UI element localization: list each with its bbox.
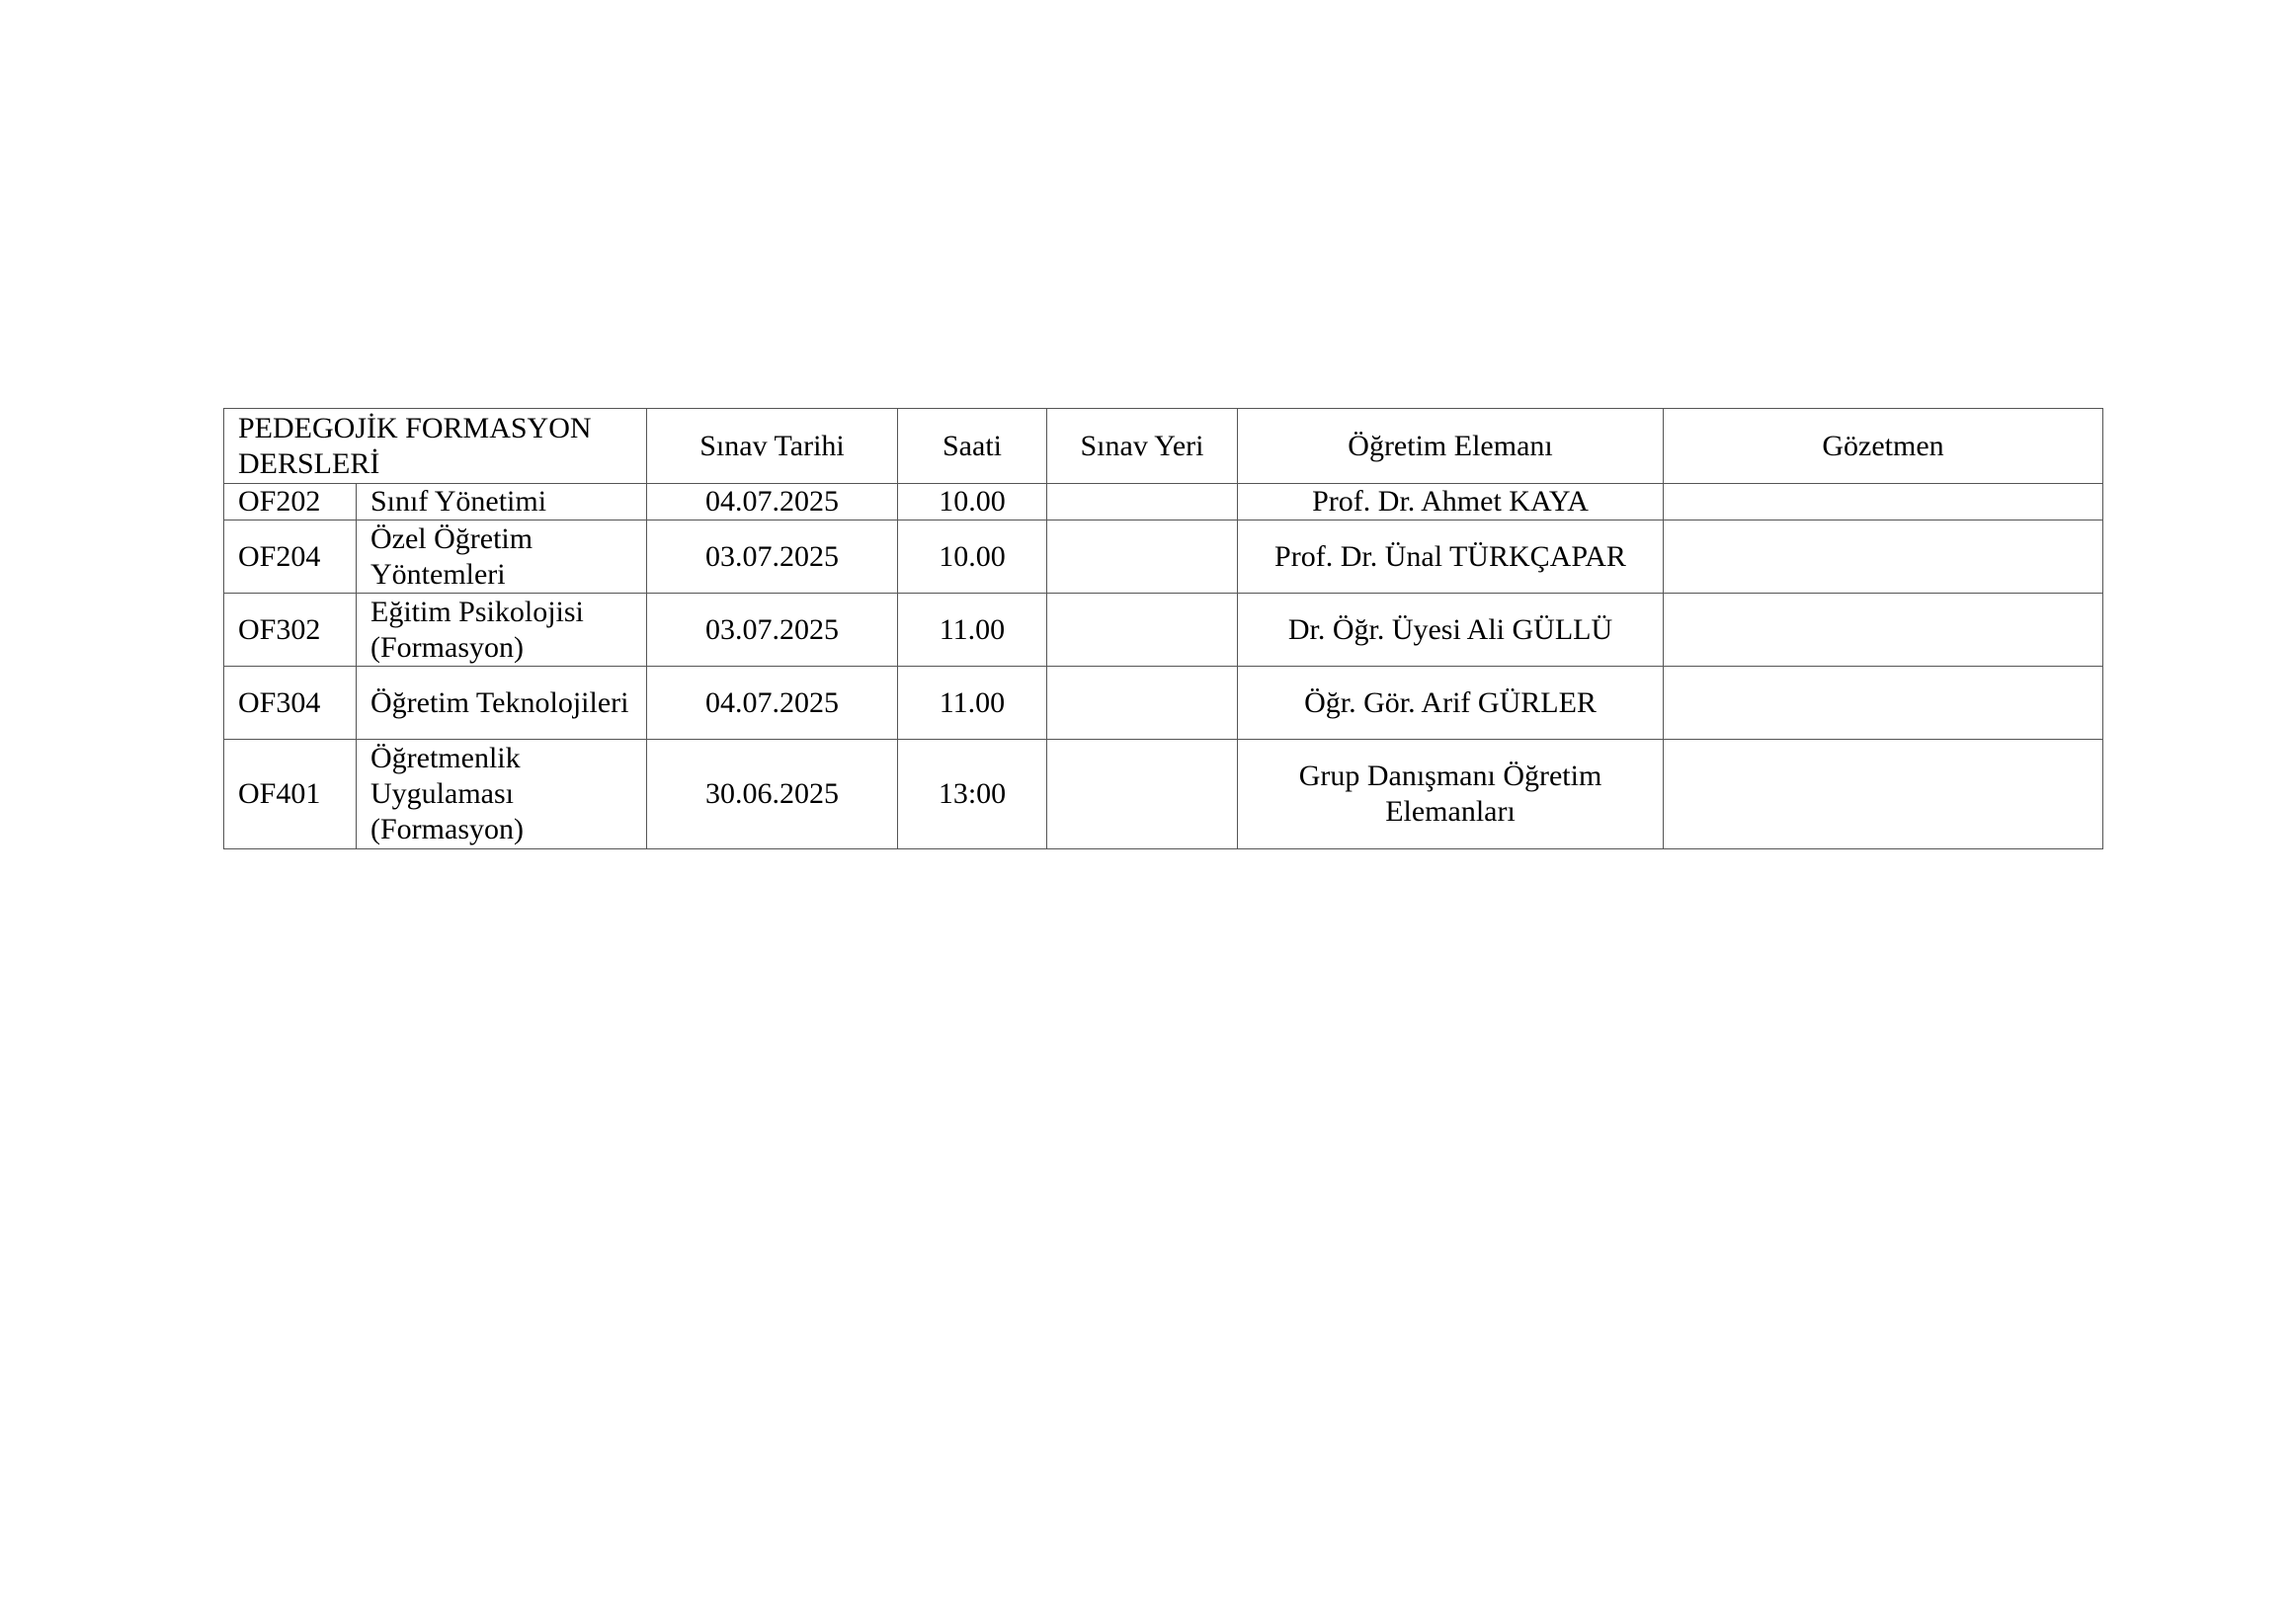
course-code: OF302 bbox=[224, 594, 357, 667]
exam-date: 04.07.2025 bbox=[647, 667, 898, 740]
proctor-name bbox=[1664, 667, 2103, 740]
exam-schedule-table bbox=[223, 408, 2103, 849]
proctor-name bbox=[1664, 740, 2103, 849]
exam-date: 03.07.2025 bbox=[647, 521, 898, 594]
course-name: Öğretim Teknolojileri bbox=[357, 667, 647, 740]
course-name: Eğitim Psikolojisi (Formasyon) bbox=[357, 594, 647, 667]
proctor-name bbox=[1664, 594, 2103, 667]
exam-place bbox=[1047, 740, 1238, 849]
course-name: Öğretmenlik Uygulaması (Formasyon) bbox=[357, 740, 647, 849]
exam-time: 11.00 bbox=[898, 594, 1047, 667]
proctor-name bbox=[1664, 484, 2103, 521]
table-row bbox=[224, 521, 2103, 594]
course-name: Özel Öğretim Yöntemleri bbox=[357, 521, 647, 594]
course-code: OF204 bbox=[224, 521, 357, 594]
exam-date: 30.06.2025 bbox=[647, 740, 898, 849]
exam-time: 10.00 bbox=[898, 521, 1047, 594]
header-section-title: PEDEGOJİK FORMASYON DERSLERİ bbox=[224, 409, 647, 484]
instructor-name: Prof. Dr. Ahmet KAYA bbox=[1238, 484, 1664, 521]
exam-date: 03.07.2025 bbox=[647, 594, 898, 667]
header-proctor: Gözetmen bbox=[1664, 409, 2103, 484]
exam-time: 11.00 bbox=[898, 667, 1047, 740]
table-row bbox=[224, 740, 2103, 849]
instructor-name: Prof. Dr. Ünal TÜRKÇAPAR bbox=[1238, 521, 1664, 594]
exam-place bbox=[1047, 594, 1238, 667]
header-instructor: Öğretim Elemanı bbox=[1238, 409, 1664, 484]
instructor-name: Öğr. Gör. Arif GÜRLER bbox=[1238, 667, 1664, 740]
header-row bbox=[224, 409, 2103, 484]
table-row bbox=[224, 594, 2103, 667]
instructor-name: Grup Danışmanı Öğretim Elemanları bbox=[1238, 740, 1664, 849]
course-code: OF401 bbox=[224, 740, 357, 849]
instructor-name: Dr. Öğr. Üyesi Ali GÜLLÜ bbox=[1238, 594, 1664, 667]
proctor-name bbox=[1664, 521, 2103, 594]
table-row bbox=[224, 484, 2103, 521]
course-code: OF304 bbox=[224, 667, 357, 740]
course-code: OF202 bbox=[224, 484, 357, 521]
header-exam-time: Saati bbox=[898, 409, 1047, 484]
header-exam-place: Sınav Yeri bbox=[1047, 409, 1238, 484]
exam-time: 10.00 bbox=[898, 484, 1047, 521]
header-exam-date: Sınav Tarihi bbox=[647, 409, 898, 484]
exam-place bbox=[1047, 521, 1238, 594]
exam-time: 13:00 bbox=[898, 740, 1047, 849]
exam-place bbox=[1047, 667, 1238, 740]
table-row bbox=[224, 667, 2103, 740]
exam-place bbox=[1047, 484, 1238, 521]
course-name: Sınıf Yönetimi bbox=[357, 484, 647, 521]
exam-date: 04.07.2025 bbox=[647, 484, 898, 521]
